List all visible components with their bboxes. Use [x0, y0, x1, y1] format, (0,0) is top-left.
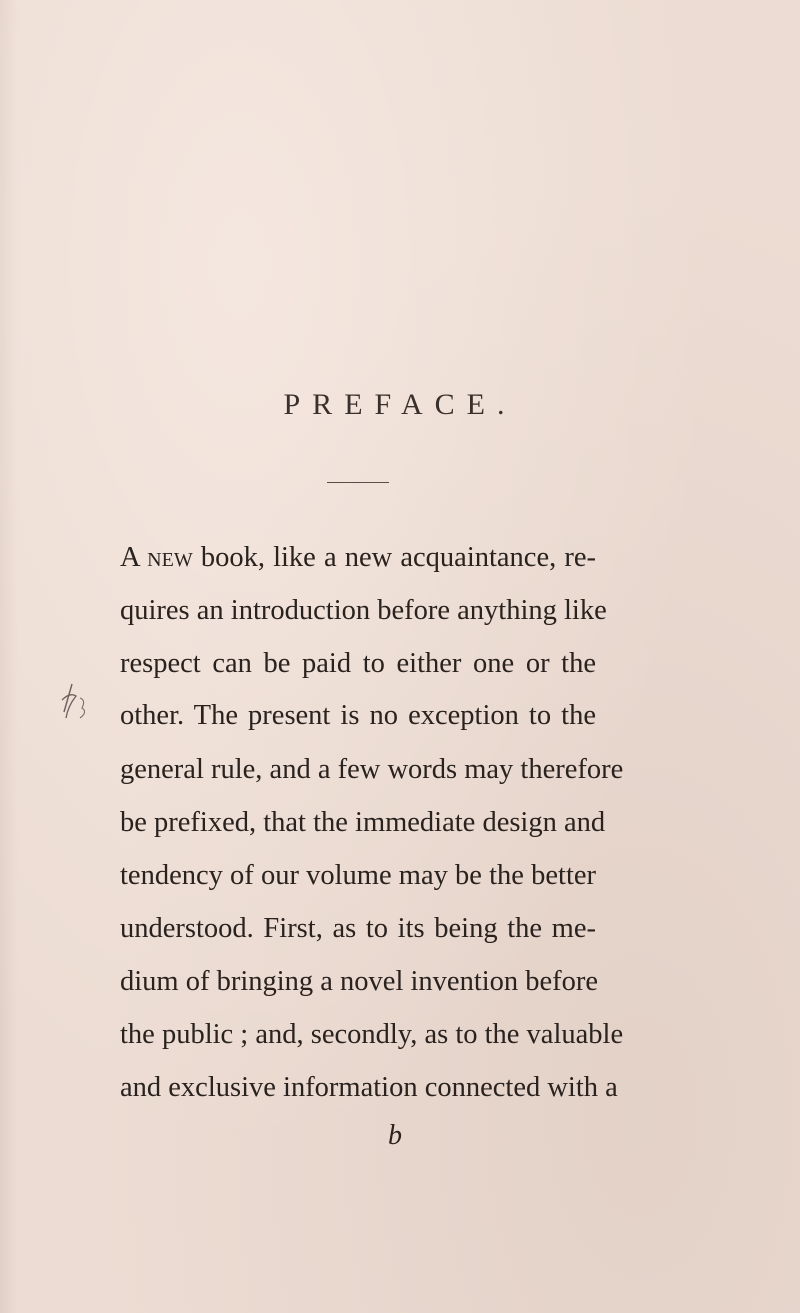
- body-line-6: be prefixed, that the immediate design and: [120, 807, 606, 838]
- body-line-11: and exclusive information connected with a: [120, 1072, 618, 1103]
- pencil-margin-note: [58, 678, 92, 734]
- body-line-4: other. The present is no exception to the: [120, 700, 596, 731]
- body-line-10: the public ; and, secondly, as to the valuable: [120, 1019, 624, 1050]
- title-divider: [327, 482, 389, 483]
- body-line-1: [120, 541, 596, 575]
- first-word-smallcaps: new: [147, 542, 193, 573]
- first-line-rest: book, like a new acquaintance, re-: [192, 542, 597, 573]
- body-line-2: quires an introduction before anything like: [120, 595, 607, 626]
- body-line-5: general rule, and a few words may therefore: [120, 754, 624, 785]
- body-line-8: understood. First, as to its being the me-: [120, 913, 596, 944]
- page-title: PREFACE.: [283, 388, 517, 421]
- body-line-7: tendency of our volume may be the better: [120, 860, 596, 891]
- body-line-3: respect can be paid to either one or the: [120, 648, 596, 679]
- signature-mark: b: [388, 1120, 402, 1151]
- body-line-9: dium of bringing a novel invention before: [120, 966, 599, 997]
- first-line-lead: A: [120, 542, 148, 573]
